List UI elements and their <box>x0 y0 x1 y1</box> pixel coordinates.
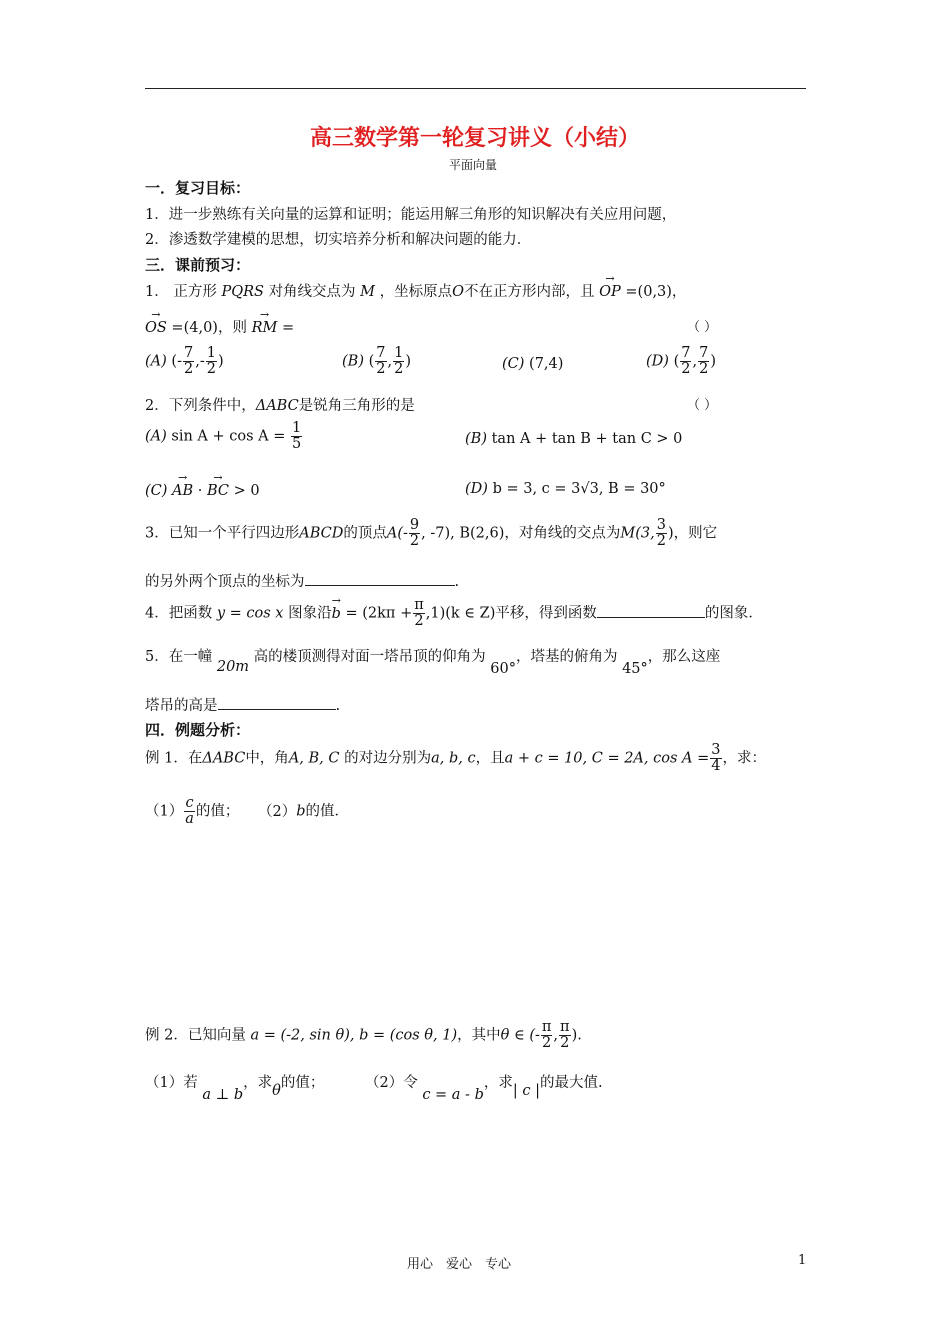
q1-line-1: 1． 正方形 PQRS 对角线交点为 M ，坐标原点O不在正方形内部，且 → OP =(0,3)， <box>145 280 686 301</box>
answer-blank[interactable] <box>218 695 336 710</box>
goal-2: 2．渗透数学建模的思想，切实培养分析和解决问题的能力． <box>145 232 532 248</box>
section-preview-heading: 三．课前预习： <box>145 256 251 274</box>
q3-line-1: 3．已知一个平行四边形ABCD的顶点A(- $\frac{9}{2}$ , -7), B(2,6)，对角线的交点为M(3, $\frac{3}{2}$ )，则它 <box>145 517 718 550</box>
document-title: 高三数学第一轮复习讲义（小结） <box>309 126 640 151</box>
section-examples-heading: 四．例题分析： <box>145 721 251 739</box>
q3-line-2: 的另外两个顶点的坐标为 . <box>145 570 459 591</box>
q2-option-a: (A) sin A + cos A = $\frac{1}{5}$ <box>145 420 302 453</box>
q2-option-d: (D) b = 3, c = 3√3, B = 30° <box>465 481 666 497</box>
q2-stem: 2．下列条件中，ΔABC是锐角三角形的是 <box>145 398 415 414</box>
q2-option-c: (C) → AB · → BC > 0 <box>145 483 260 499</box>
q1-answer-paren: （ ） <box>687 320 718 335</box>
fraction: $\frac{7}{2}$ <box>183 345 194 378</box>
q1-option-a: (A) (- $\frac{7}{2}$ ,- $\frac{1}{2}$ ) <box>145 345 224 378</box>
fraction: $\frac{\pi}{2}$ <box>560 1019 570 1052</box>
fraction: $\frac{7}{2}$ <box>681 345 691 378</box>
section-goals-heading: 一．复习目标： <box>145 179 251 197</box>
page-number: 1 <box>798 1253 807 1268</box>
q4-line: 4．把函数 y = cos x 图象沿→ b = (2kπ + $\frac{\pi}{2}$ ,1)(k ∈ Z)平移，得到函数 的图象． <box>145 598 763 629</box>
example-2-parts: （1）若 a ⊥ b，求θ的值； （2）令 c = a - b，求| c |的最大值. <box>145 1075 603 1103</box>
q1-option-c: (C) (7,4) <box>502 356 564 372</box>
fraction: $\frac{1}{2}$ <box>206 345 216 378</box>
q5-line-2: 塔吊的高是 . <box>145 694 340 715</box>
answer-blank[interactable] <box>305 571 455 586</box>
fraction: $\frac{1}{2}$ <box>394 345 404 378</box>
fraction: $\frac{9}{2}$ <box>409 517 420 550</box>
q5-line-1: 5．在一幢 20m 高的楼顶测得对面一塔吊顶的仰角为 60°，塔基的俯角为 45°，那么这座 <box>145 649 721 677</box>
q2-answer-paren: （ ） <box>687 398 718 413</box>
fraction: $\frac{7}{2}$ <box>699 345 709 378</box>
example-2-stem: 例 2．已知向量 a = (-2, sin θ), b = (cos θ, 1)，其中θ ∈ (- $\frac{\pi}{2}$ , $\frac{\pi}{2}$ ). <box>145 1019 582 1052</box>
fraction: $\frac{\pi}{2}$ <box>541 1019 552 1052</box>
fraction: $\frac{c}{a}$ <box>185 795 194 828</box>
document-subtitle: 平面向量 <box>449 158 498 172</box>
answer-blank[interactable] <box>597 603 705 618</box>
page-footer: 用心 爱心 专心 <box>407 1257 512 1272</box>
example-1-parts: （1） $\frac{c}{a}$ 的值； （2）b的值． <box>145 795 350 828</box>
fraction: $\frac{\pi}{2}$ <box>414 597 424 630</box>
fraction: $\frac{3}{2}$ <box>656 517 666 550</box>
q1-option-d: (D) ( $\frac{7}{2}$ , $\frac{7}{2}$ ) <box>646 345 716 378</box>
q2-option-b: (B) tan A + tan B + tan C > 0 <box>465 431 683 447</box>
q1-line-2: → OS =(4,0)，则 → RM = <box>145 316 294 337</box>
example-1-stem: 例 1．在ΔABC中，角A, B, C 的对边分别为a, b, c，且a + c = 10, C = 2A, cos A = $\frac{3}{4}$ ，求： <box>145 742 766 775</box>
fraction: $\frac{7}{2}$ <box>376 345 386 378</box>
top-rule <box>145 88 806 89</box>
fraction: $\frac{1}{5}$ <box>292 420 302 453</box>
goal-1: 1．进一步熟练有关向量的运算和证明；能运用解三角形的知识解决有关应用问题， <box>145 207 677 223</box>
fraction: $\frac{3}{4}$ <box>711 742 721 775</box>
q1-option-b: (B) ( $\frac{7}{2}$ , $\frac{1}{2}$ ) <box>342 345 412 378</box>
